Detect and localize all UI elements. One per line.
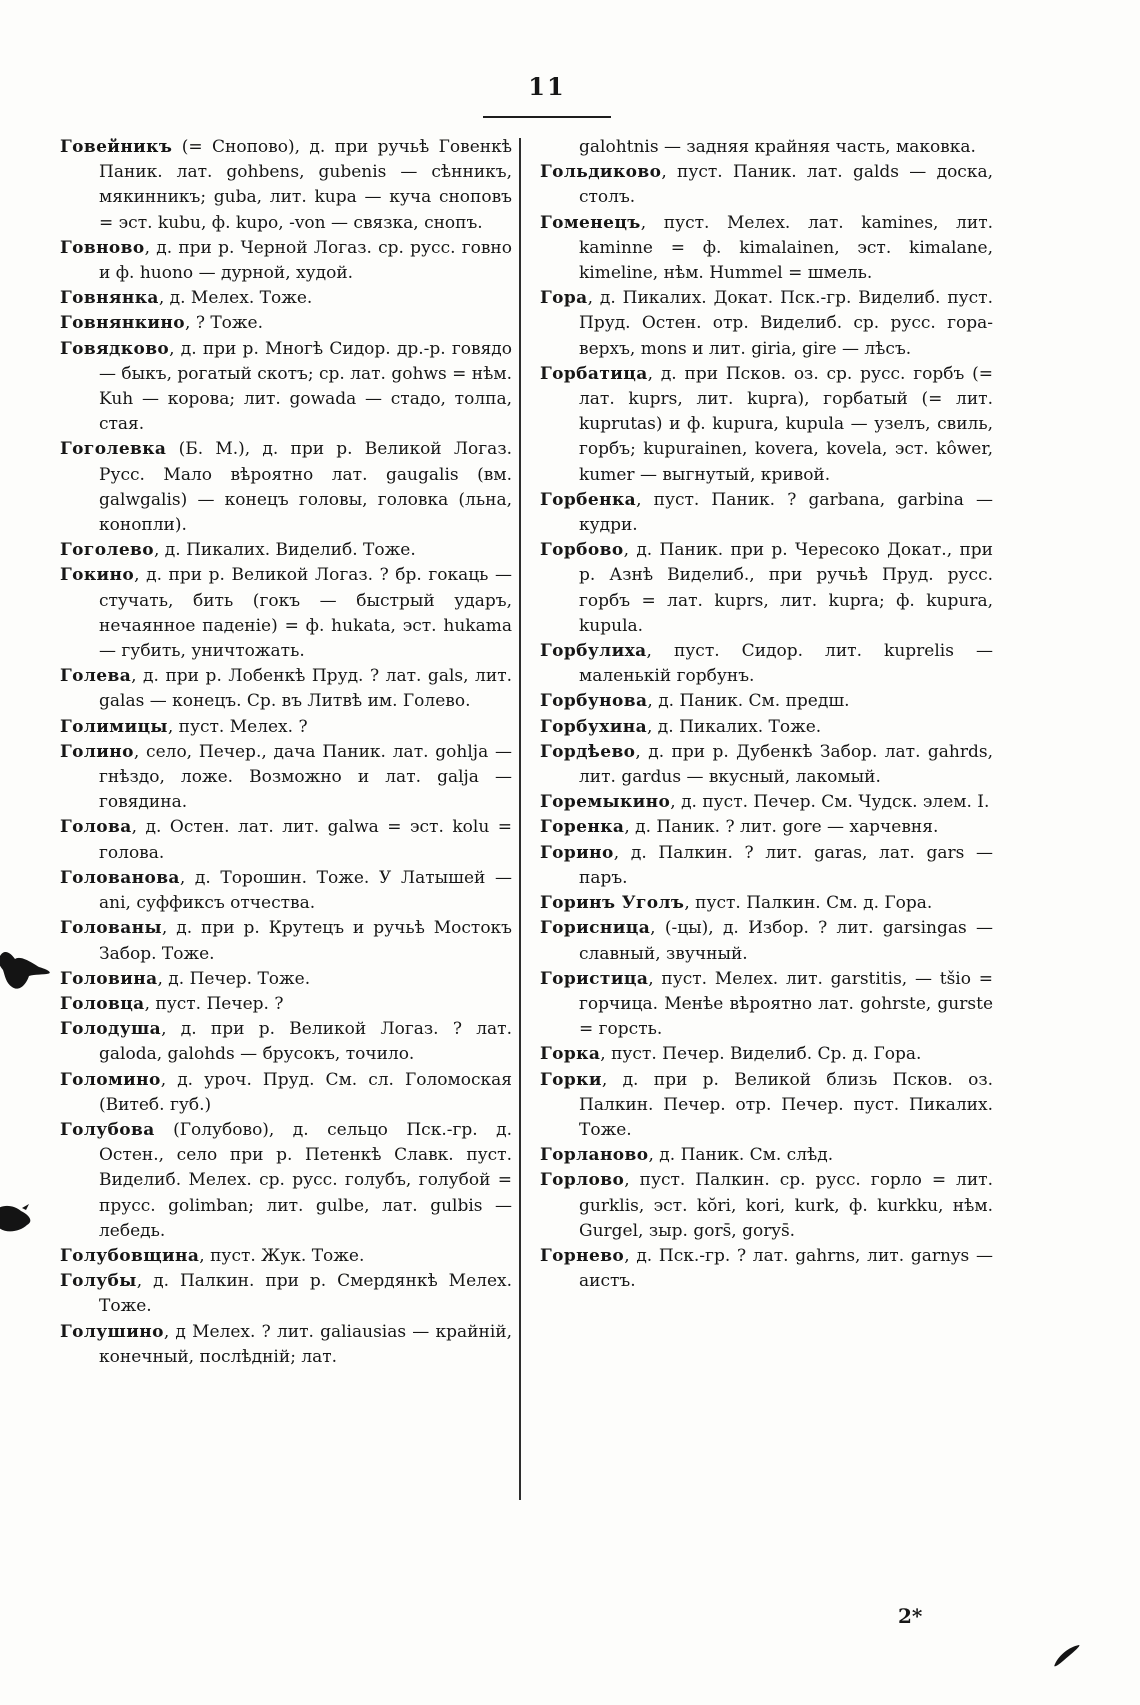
dictionary-entry [60,135,512,236]
headword: Гоменецъ [540,212,641,233]
headword: Голодуша [60,1019,162,1040]
entry-body-text: , д. Пикалих. Виделиб. Тоже. [154,540,416,561]
headword: Говейникъ [60,137,173,157]
header-rule [483,116,611,118]
entry-body-text: , пуст. Сидор. лит. kuprelis — маленькій горбунъ. [579,641,993,687]
dictionary-entry [60,1017,512,1067]
entry-body-text: , д. при Псков. оз. ср. русс. горбъ (= лат. kuprs, лит. kupra), горбатый (= лит. kuprutas) и ф. kupura, kupula — узелъ, свиль, горбъ; kupurainen, kovera, kovela, эст. kôwer, kumer — выгнутый, кривой. [579,363,993,485]
entry-body-text: , д. Паник. при р. Чересоко Докат., при р. Азнѣ Виделиб., при ручьѣ Пруд. русс. горбъ = лат. kuprs, лит. kupra; ф. kupura, kupula. [579,540,993,636]
dictionary-entry [540,740,993,790]
dictionary-entry [60,311,512,336]
entry-body-text: , д. Паник. ? лит. gore — харчевня. [624,817,939,838]
entry-body-text: , пуст. Палкин. ср. русс. горло = лит. gurklis, эст. kŏri, kori, kurk, ф. kurkku, нѣм. Gurgel, зыр. gors̄, gorys̄. [579,1170,993,1241]
headword: Горланово [540,1145,649,1166]
headword: Голованова [60,867,180,888]
entry-body-text: (Голубово), д. сельцо Пск.-гр. д. Остен., село при р. Петенкѣ Славк. пуст. Виделиб. Мелех. ср. русс. голубъ, голубой = прусс. golimban; лит. gulbe, лат. gulbis — лебедь. [99,1119,512,1241]
right-text-column [540,135,993,1294]
headword: Горисница [540,918,651,939]
entry-body-text: , д. при р. Великой Логаз. ? бр. гокаць — стучать, бить (гокъ — быстрый ударъ, нечаянное паденіе) = ф. hukata, эст. hukama — губить, уничтожать. [99,565,512,662]
dictionary-entry [60,1118,512,1244]
dictionary-entry [60,992,512,1017]
dictionary-entry [540,841,993,891]
entry-body-text: , пуст. Мелех. ? [167,716,308,737]
headword: Голова [60,817,132,838]
dictionary-entry [540,1143,993,1168]
entry-body-text: , д. при р. Многѣ Сидор. др.-р. говядо — быкъ, рогатый скотъ; ср. лат. gohws = нѣм. Kuh — корова; лит. gowada — стадо, толпа, стая. [99,338,512,435]
dictionary-entry [60,1244,512,1269]
entry-body-text: , д. при р. Крутецъ и ручьѣ Мостокъ Забор. Тоже. [99,918,512,964]
dictionary-entry [540,790,993,815]
entry-body-text: , д. при р. Великой Логаз. ? лат. galoda, galohds — брусокъ, точило. [99,1019,512,1065]
printer-signature-mark: 2* [898,1604,923,1628]
dictionary-entry [60,664,512,714]
headword: Горлово [540,1170,625,1191]
entry-body-text: , д. Паник. См. слѣд. [648,1145,834,1166]
entry-body-text: , пуст. Жук. Тоже. [199,1245,365,1266]
entry-body-text: , пуст. Палкин. См. д. Гора. [684,893,933,914]
headword: Говново [60,237,145,258]
entry-body-text: , д. при р. Дубенкѣ Забор. лат. gahrds, лит. gardus — вкусный, лакомый. [579,741,993,788]
headword: Горемыкино [540,792,671,813]
dictionary-entry [540,1068,993,1144]
dictionary-entry [540,538,993,639]
dictionary-entry [540,362,993,488]
ink-blot-icon [1052,1642,1086,1674]
dictionary-entry [60,437,512,538]
headword: Горка [540,1044,601,1065]
dictionary-entry [540,1042,993,1067]
dictionary-entry [60,715,512,740]
entry-body-text: , д. Палкин. при р. Смердянкѣ Мелех. Тоже. [99,1271,512,1317]
dictionary-entry [540,639,993,689]
ink-blot-icon [0,942,56,1004]
page-number: 11 [528,72,566,101]
entry-body-text: , пуст. Печер. ? [144,993,284,1014]
headword: Головина [60,968,158,989]
headword: Говнянкино [60,313,186,334]
dictionary-entry [60,538,512,563]
dictionary-entry [60,1320,512,1370]
entry-body-text: , д. Пикалих. Тоже. [647,716,822,737]
dictionary-entry [60,1068,512,1118]
ink-blot-icon [0,1198,36,1242]
dictionary-entry [540,1244,993,1294]
entry-body-text: (= Снопово), д. при ручьѣ Говенкѣ Паник. лат. gohbens, gubenis — сѣнникъ, мякинникъ; guba, лит. kupa — куча сноповъ = эст. kubu, ф. kupo, -von — связка, снопъ. [99,137,512,233]
entry-body-text: , д. Пск.-гр. ? лат. gahrns, лит. garnys — аистъ. [579,1245,993,1292]
entry-body-text: , д. Паник. См. предш. [647,691,850,712]
headword: Голубовщина [60,1245,200,1266]
entry-body-text: , д. при р. Великой близь Псков. оз. Палкин. Печер. отр. Печер. пуст. Пикалих. Тоже. [579,1069,993,1140]
entry-body-text: , д. Остен. лат. лит. galwa = эст. kolu = голова. [99,817,512,863]
entry-body-text: , пуст. Печер. Виделиб. Ср. д. Гора. [600,1044,922,1065]
headword: Горбатица [540,363,648,384]
dictionary-entry [540,715,993,740]
entry-body-text: , д. при р. Лобенкѣ Пруд. ? лат. gals, лит. galas — конецъ. Ср. въ Литвѣ им. Голево. [99,666,512,712]
entry-body-text: , (-цы), д. Избор. ? лит. garsingas — славный, звучный. [579,918,993,964]
headword: Гоголевка [60,439,167,460]
headword: Голимицы [60,716,168,737]
headword: Голушино [60,1321,164,1342]
column-divider-rule [519,138,521,1500]
headword: Горнево [540,1245,625,1266]
headword: Голомино [60,1069,161,1090]
dictionary-entry [60,1269,512,1319]
dictionary-entry [60,866,512,916]
headword: Гористица [540,968,649,989]
entry-body-text: , д. уроч. Пруд. См. сл. Голомоская (Витеб. губ.) [99,1069,512,1115]
headword: Горбухина [540,716,647,737]
headword: Гокино [60,565,135,586]
headword: Голева [60,666,132,687]
entry-body-text: , д. пуст. Печер. См. Чудск. элем. I. [670,792,990,813]
left-text-column [60,135,512,1370]
headword: Говнянка [60,288,159,309]
entry-body-text: , д. Пикалих. Докат. Пск.-гр. Виделиб. пуст. Пруд. Остен. отр. Виделиб. ср. русс. гора-верхъ, mons и лит. giria, gire — лѣсъ. [579,288,993,359]
headword: Горбово [540,540,624,561]
headword: Горинъ Уголъ [540,893,685,914]
dictionary-entry [540,1168,993,1244]
headword: Горино [540,842,614,863]
dictionary-entry [60,563,512,664]
entry-body-text: , пуст. Паник. ? garbana, garbina — кудри. [579,489,993,536]
dictionary-entry [540,488,993,538]
headword: Горенка [540,817,625,838]
dictionary-entry-continuation [540,135,993,160]
headword: Горбулиха [540,641,647,662]
entry-body-text: , ? Тоже. [185,313,264,334]
dictionary-entry [540,286,993,362]
headword: Горбунова [540,691,648,712]
dictionary-entry [60,815,512,865]
entry-body-text: , д. Печер. Тоже. [157,968,311,989]
entry-body-text: , д. Торошин. Тоже. У Латышей — ani, суффиксъ отчества. [99,867,512,914]
headword: Говядково [60,338,170,359]
entry-body-text: , пуст. Мелех. лит. garstitis, — tšio = горчица. Менѣе вѣроятно лат. gohrste, gurste = горсть. [579,968,993,1040]
headword: Голино [60,741,134,762]
entry-body-text: (Б. М.), д. при р. Великой Логаз. Русс. Мало вѣроятно лат. gaugalis (вм. galwgalis) — конецъ головы, головка (льна, конопли). [99,439,512,536]
dictionary-entry [60,236,512,286]
headword: Гордѣево [540,741,636,762]
entry-body-text: , пуст. Мелех. лат. kamines, лит. kaminne = ф. kimalainen, эст. kimalane, kimeline, нѣм. Hummel = шмель. [579,212,993,284]
dictionary-entry [540,689,993,714]
dictionary-entry [60,740,512,816]
dictionary-entry [540,891,993,916]
dictionary-entry [540,211,993,287]
dictionary-entry [540,815,993,840]
headword: Гора [540,288,588,309]
headword: Гоголево [60,540,154,561]
entry-body-text: , д Мелех. ? лит. galiausias — крайній, конечный, послѣдній; лат. [99,1321,512,1367]
headword: Головца [60,993,145,1014]
dictionary-entry [540,916,993,966]
dictionary-entry [60,286,512,311]
entry-body-text: , д. при р. Черной Логаз. ср. русс. говно и ф. huono — дурной, худой. [99,237,512,284]
dictionary-entry [60,967,512,992]
entry-body-text: galohtnis — задняя крайняя часть, маковка. [579,137,976,157]
entry-body-text: , д. Мелех. Тоже. [158,288,313,309]
entry-body-text: , село, Печер., дача Паник. лат. gohlja — гнѣздо, ложе. Возможно и лат. galja — говядина. [99,741,512,813]
headword: Гольдиково [540,162,662,183]
dictionary-entry [60,337,512,438]
headword: Горбенка [540,489,637,510]
dictionary-entry [540,160,993,210]
entry-body-text: , д. Палкин. ? лит. garas, лат. gars — паръ. [579,842,993,888]
dictionary-entry [540,967,993,1043]
headword: Горки [540,1069,602,1090]
headword: Голубова [60,1119,155,1140]
headword: Голованы [60,918,162,939]
headword: Голубы [60,1271,137,1292]
dictionary-entry [60,916,512,966]
entry-body-text: , пуст. Паник. лат. galds — доска, столъ. [579,162,993,208]
